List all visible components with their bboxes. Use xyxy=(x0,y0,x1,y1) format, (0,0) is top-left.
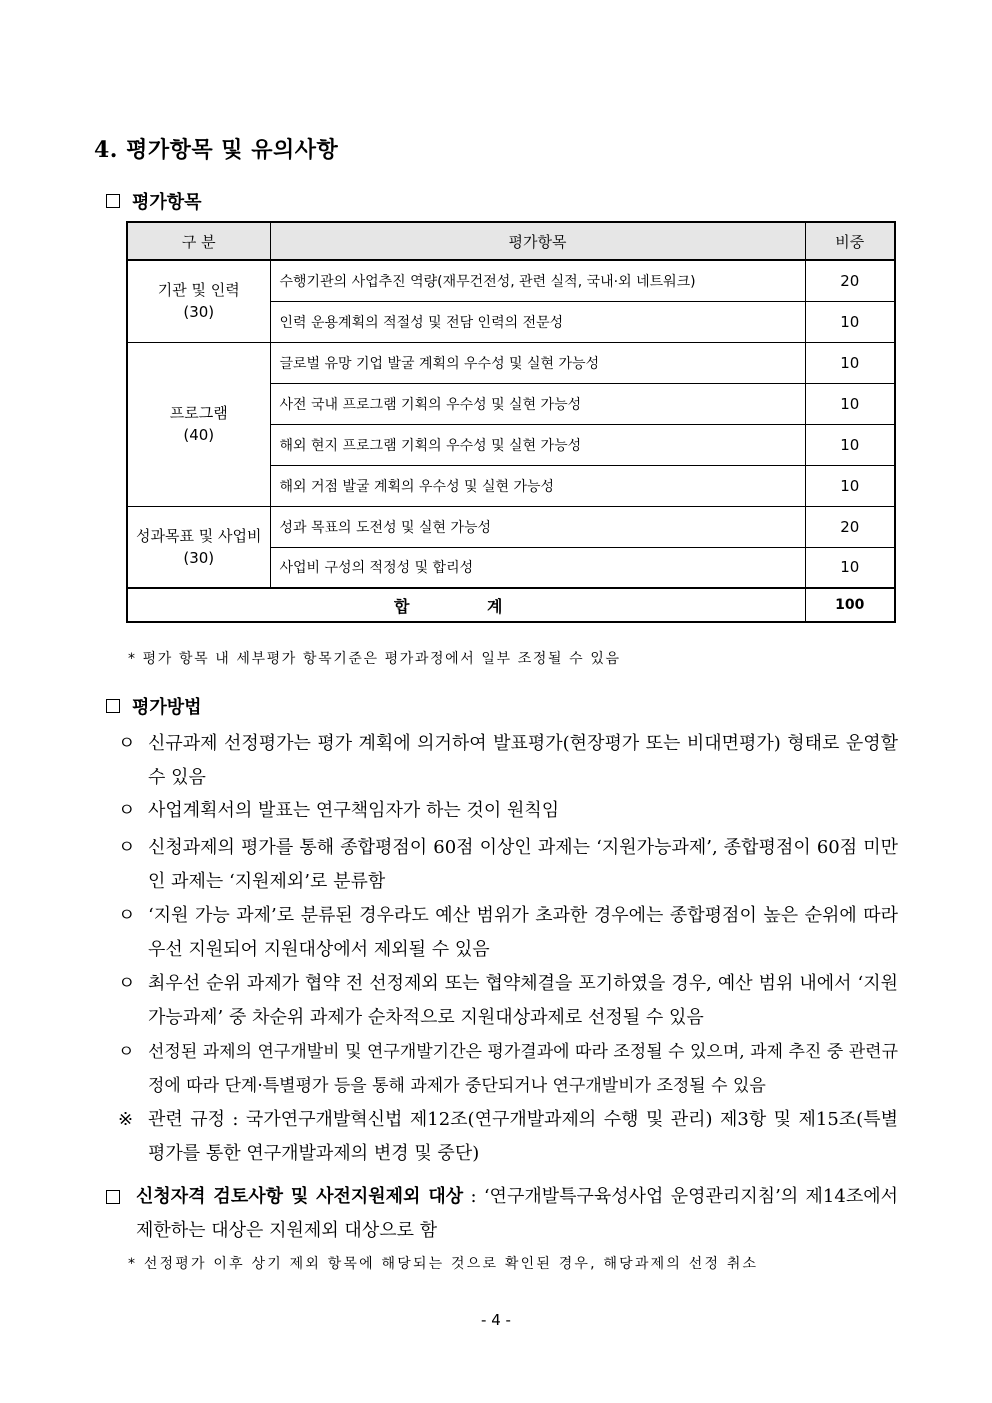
weight-cell: 10 xyxy=(805,547,895,588)
section-heading: 4. 평가항목 및 유의사항 xyxy=(94,137,339,163)
total-row xyxy=(127,588,895,622)
list-item xyxy=(118,899,898,967)
weight-cell: 10 xyxy=(805,465,895,506)
eligibility-text xyxy=(136,1180,898,1248)
item-cell: 글로벌 유망 기업 발굴 계획의 우수성 및 실현 가능성 xyxy=(270,342,805,383)
eligibility-title: 신청자격 검토사항 및 사전지원제외 대상 xyxy=(136,1186,464,1207)
eligibility-footnote: * 선정평가 이후 상기 제외 항목에 해당되는 것으로 확인된 경우, 해당과제의 선정 취소 xyxy=(128,1256,759,1272)
category-points: (30) xyxy=(183,548,215,567)
weight-cell: 10 xyxy=(805,342,895,383)
subsection-evaluation-method xyxy=(106,693,202,719)
list-item xyxy=(118,727,898,795)
weight-cell: 20 xyxy=(805,260,895,301)
item-cell: 성과 목표의 도전성 및 실현 가능성 xyxy=(270,506,805,547)
header-category: 구 분 xyxy=(127,222,270,260)
subsection-evaluation-items xyxy=(106,188,202,214)
page-number: - 4 - xyxy=(481,1311,511,1329)
category-name: 프로그램 xyxy=(169,404,228,422)
category-points: (30) xyxy=(183,303,215,322)
item-cell: 해외 거점 발굴 계획의 우수성 및 실현 가능성 xyxy=(270,465,805,506)
category-cell xyxy=(127,506,270,588)
checkbox-square-icon xyxy=(106,194,120,208)
list-item xyxy=(118,1103,898,1171)
evaluation-table xyxy=(126,221,896,623)
list-item xyxy=(118,967,898,1035)
weight-cell: 10 xyxy=(805,424,895,465)
category-points: (40) xyxy=(183,426,215,444)
category-name: 기관 및 인력 xyxy=(157,281,240,300)
checkbox-square-icon xyxy=(106,1190,120,1204)
list-item xyxy=(118,831,898,899)
list-item-text: 신규과제 선정평가는 평가 계획에 의거하여 발표평가(현장평가 또는 비대면평가) 형태로 운영할 수 있음 xyxy=(148,733,898,788)
total-value: 100 xyxy=(805,588,895,622)
table-footnote: * 평가 항목 내 세부평가 항목기준은 평가과정에서 일부 조정될 수 있음 xyxy=(128,651,621,667)
category-cell xyxy=(127,260,270,342)
circle-bullet-icon: ㅇ xyxy=(118,973,136,994)
circle-bullet-icon: ㅇ xyxy=(118,1042,135,1062)
subsection-title: 평가항목 xyxy=(132,192,202,213)
table-row xyxy=(127,260,895,301)
list-item xyxy=(118,1035,898,1103)
checkbox-square-icon xyxy=(106,699,120,713)
list-item-text: ‘지원 가능 과제’로 분류된 경우라도 예산 범위가 초과한 경우에는 종합평점이 높은 순위에 따라 우선 지원되어 지원대상에서 제외될 수 있음 xyxy=(148,905,898,960)
table-row xyxy=(127,506,895,547)
list-item-text: 관련 규정 : 국가연구개발혁신법 제12조(연구개발과제의 수행 및 관리) 제3항 및 제15조(특별평가를 통한 연구개발과제의 변경 및 중단) xyxy=(148,1109,898,1164)
reference-mark-icon: ※ xyxy=(118,1109,134,1130)
eligibility-section xyxy=(106,1180,898,1248)
circle-bullet-icon: ㅇ xyxy=(118,905,136,926)
weight-cell: 10 xyxy=(805,301,895,342)
item-cell: 해외 현지 프로그램 기획의 우수성 및 실현 가능성 xyxy=(270,424,805,465)
weight-cell: 20 xyxy=(805,506,895,547)
list-item-text: 신청과제의 평가를 통해 종합평점이 60점 이상인 과제는 ‘지원가능과제’, 종합평점이 60점 미만인 과제는 ‘지원제외’로 분류함 xyxy=(148,837,898,892)
list-item-text: 사업계획서의 발표는 연구책임자가 하는 것이 원칙임 xyxy=(148,800,560,821)
subsection-title: 평가방법 xyxy=(132,697,202,718)
list-item-text: 선정된 과제의 연구개발비 및 연구개발기간은 평가결과에 따라 조정될 수 있으며, 과제 추진 중 관련규정에 따라 단계·특별평가 등을 통해 과제가 중단되거나 연구개발비가 조정될 수 있음 xyxy=(148,1042,898,1096)
item-cell: 인력 운용계획의 적절성 및 전담 인력의 전문성 xyxy=(270,301,805,342)
list-item xyxy=(118,794,898,828)
item-cell: 사업비 구성의 적정성 및 합리성 xyxy=(270,547,805,588)
category-name: 성과목표 및 사업비 xyxy=(136,526,262,545)
category-cell xyxy=(127,342,270,506)
header-weight: 비중 xyxy=(805,222,895,260)
item-cell: 수행기관의 사업추진 역량(재무건전성, 관련 실적, 국내·외 네트워크) xyxy=(270,260,805,301)
circle-bullet-icon: ㅇ xyxy=(118,837,136,858)
circle-bullet-icon: ㅇ xyxy=(118,800,136,821)
weight-cell: 10 xyxy=(805,383,895,424)
circle-bullet-icon: ㅇ xyxy=(118,733,136,754)
list-item-text: 최우선 순위 과제가 협약 전 선정제외 또는 협약체결을 포기하였을 경우, 예산 범위 내에서 ‘지원가능과제’ 중 차순위 과제가 순차적으로 지원대상과제로 선정될 수 있음 xyxy=(148,973,898,1028)
item-cell: 사전 국내 프로그램 기획의 우수성 및 실현 가능성 xyxy=(270,383,805,424)
table-row xyxy=(127,342,895,383)
total-label: 합 계 xyxy=(127,588,805,622)
header-item: 평가항목 xyxy=(270,222,805,260)
eligibility-description: : ‘연구개발특구육성사업 운영관리지침’의 제14조에서 제한하는 대상은 지원제외 대상으로 함 xyxy=(136,1186,898,1241)
